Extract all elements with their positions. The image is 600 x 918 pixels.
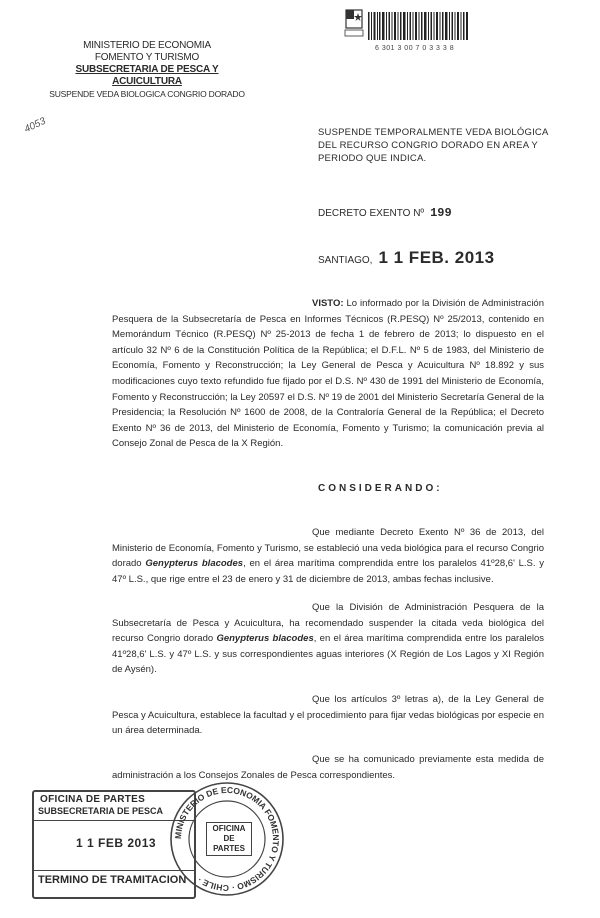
decree-subject: SUSPENDE TEMPORALMENTE VEDA BIOLÓGICA DEL RECURSO CONGRIO DORADO EN AREA Y PERIODO QUE INDICA. [318, 127, 549, 164]
ministry-subname: FOMENTO Y TURISMO [94, 52, 200, 63]
paragraph-text: Que mediante Decreto Exento Nº 36 de 2013, del Ministerio de Economía, Fomento y Turismo, se estableció una veda biológica para el recurso Congrio dorado [112, 527, 544, 570]
decree-date: 1 1 FEB. 2013 [378, 248, 495, 267]
considerando-paragraph [112, 600, 544, 678]
decree-number: 199 [430, 206, 452, 220]
ministry-name: MINISTERIO DE ECONOMIA [83, 40, 211, 51]
species-name: Genypterus blacodes [216, 633, 314, 645]
barcode-number: 6 301 3 00 7 0 3 3 3 8 [375, 45, 455, 52]
document-summary: SUSPENDE VEDA BIOLOGICA CONGRIO DORADO [49, 89, 245, 99]
considerando-heading: CONSIDERANDO: [318, 483, 443, 494]
considerando-paragraph [112, 525, 544, 587]
barcode [368, 12, 468, 40]
visto-label: VISTO: [312, 298, 344, 309]
margin-handwritten-note: 4053 [22, 115, 48, 136]
paragraph-text: , en el área marítima comprendida entre los paralelos 41º28,6' L.S. y 47º L.S. y sus correspondientes aguas interiores (X Región de Los Lagos y XI Región de Aysén). [112, 633, 544, 676]
stamp-date: 1 1 FEB 2013 [76, 836, 157, 850]
considerando-paragraph [112, 692, 544, 739]
stamp-subtitle: SUBSECRETARIA DE PESCA [38, 806, 164, 816]
stamp-center-text: OFICINA DE PARTES [206, 822, 252, 856]
stamp-title: OFICINA DE PARTES [40, 794, 146, 805]
paragraph-text: Que la División de Administración Pesquera de la Subsecretaría de Pesca y Acuicultura, ha recomendado suspender la citada veda biológica del recurso Congrio dorado [112, 602, 544, 645]
visto-text: Lo informado por la División de Administración Pesquera de la Subsecretaría de Pesca en Informes Técnicos (R.PESQ) Nº 25/2013, contenido en Memorándum Técnico (R.PESQ) Nº 25-2013 de fecha 1 de febrero de 2013; lo dispuesto en el artículo 32 Nº 6 de la Constitución Política de la República; el D.F.L. Nº 5 de 1983, del Ministerio de Economía, Fomento y Reconstrucción; la Ley General de Pesca y Acuicultura Nº 18.892 y sus modificaciones cuyo texto refundido fue fijado por el D.S. Nº 430 de 1991 del Ministerio de Economía, Fomento y Reconstrucción; la Ley 20597 el D.S. Nº 19 de 2001 del Ministerio Secretaría General de la Presidencia; la Resolución Nº 1600 de 2008, de la Contraloría General de la República; el Decreto Exento Nº 36 de 2013, del Ministerio de Economía, Fomento y Turismo; la comunicación previa al Consejo Zonal de Pesca de la X Región. [112, 298, 544, 450]
ministry-header [42, 40, 252, 100]
subsecretaria-name: SUBSECRETARIA DE PESCA Y ACUICULTURA [75, 64, 219, 87]
government-emblem-icon [343, 8, 365, 38]
decree-label: DECRETO EXENTO Nº [318, 208, 425, 219]
place-date-line [318, 248, 495, 268]
paragraph-text: Que los artículos 3º letras a), de la Ley General de Pesca y Acuicultura, establece la facultad y el procedimiento para fijar vedas biológicas por especie en un área determinada. [112, 694, 544, 737]
place-label: SANTIAGO, [318, 255, 373, 266]
species-name: Genypterus blacodes [145, 558, 244, 570]
paragraph-text: Que se ha comunicado previamente esta medida de administración a los Consejos Zonales de Pesca correspondientes. [112, 754, 544, 781]
round-ministry-stamp [168, 780, 286, 898]
stamp-footer: TERMINO DE TRAMITACION [38, 874, 187, 886]
considerando-paragraph [112, 752, 544, 783]
paragraph-text: , en el área marítima comprendida entre los paralelos 41º28,6' L.S. y 47º L.S., que rige entre el 23 de enero y 31 de diciembre de 2013, ambas fechas inclusive. [112, 558, 545, 585]
stamp-ring-text: MINISTERIO DE ECONOMIA FOMENTO Y TURISMO · CHILE · [172, 784, 282, 894]
decree-number-line [318, 206, 452, 220]
visto-paragraph [112, 296, 544, 452]
